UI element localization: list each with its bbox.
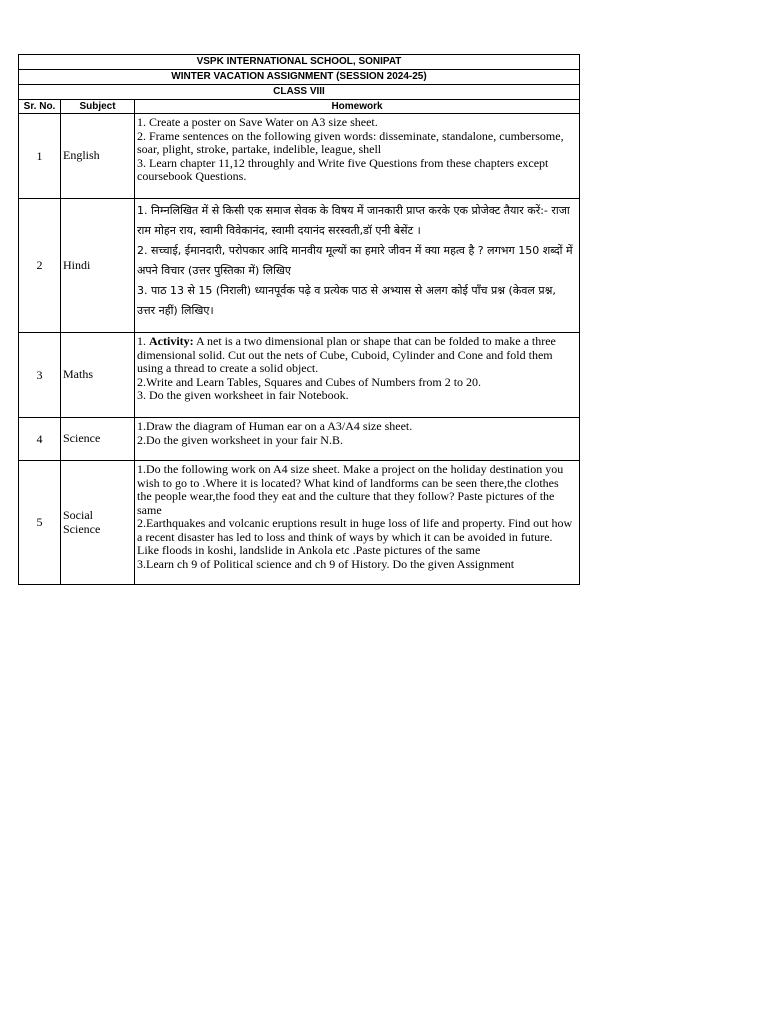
- activity-text: A net is a two dimensional plan or shape that can be folded to make a three dimensional solid. Cut out the nets of Cube, Cuboid, Cylinder and Cone and fold them using a thread to create a solid object.: [137, 334, 556, 375]
- subject-cell: [61, 461, 135, 585]
- school-name: VSPK INTERNATIONAL SCHOOL, SONIPAT: [19, 55, 580, 70]
- homework-cell: [135, 333, 580, 418]
- homework-item: 1.Draw the diagram of Human ear on a A3/A4 size sheet.: [137, 419, 413, 433]
- homework-item: 3. Learn chapter 11,12 throughly and Write five Questions from these chapters except coursebook Questions.: [137, 155, 549, 183]
- column-header-row: [19, 100, 580, 114]
- table-row: [19, 199, 580, 333]
- class-row: [19, 85, 580, 100]
- activity-prefix: 1.: [137, 334, 149, 348]
- subject-cell: English: [61, 114, 135, 199]
- homework-cell: [135, 418, 580, 461]
- subject-cell: Maths: [61, 333, 135, 418]
- homework-item: 1.Do the following work on A4 size sheet. Make a project on the holiday destination you wish to go to .Where it is located? What kind of landforms can be seen there,the clothes the people wear,the food they eat and the culture that they follow? Paste pictures of the same: [137, 462, 564, 517]
- assignment-title-row: [19, 70, 580, 85]
- subject-line: Social: [63, 508, 93, 522]
- homework-item: 3. पाठ 13 से 15 (निराली) ध्यानपूर्वक पढ़े व प्रत्येक पाठ से अभ्यास से अलग कोई पाँच प्रश्न (केवल प्रश्न, उत्तर नहीं) लिखिए।: [137, 284, 556, 317]
- homework-cell: [135, 199, 580, 333]
- sr-no-cell: 5: [19, 461, 61, 585]
- table-row: [19, 114, 580, 199]
- sr-no-cell: 4: [19, 418, 61, 461]
- table-row: [19, 333, 580, 418]
- column-header-subject: Subject: [61, 100, 135, 114]
- sr-no-cell: 2: [19, 199, 61, 333]
- homework-item: 1. Create a poster on Save Water on A3 size sheet.: [137, 115, 378, 129]
- homework-item: 2. Frame sentences on the following given words: disseminate, standalone, cumbersome, soar, plight, stroke, partake, indelible, league, shell: [137, 128, 564, 156]
- column-header-homework: Homework: [135, 100, 580, 114]
- sr-no-cell: 1: [19, 114, 61, 199]
- table-row: [19, 418, 580, 461]
- homework-item: 2.Write and Learn Tables, Squares and Cubes of Numbers from 2 to 20.: [137, 374, 482, 389]
- homework-item: 2. सच्चाई, ईमानदारी, परोपकार आदि मानवीय मूल्यों का हमारे जीवन में क्या महत्व है ? लगभग 150 शब्दों में अपने विचार (उत्तर पुस्तिका में) लिखिए: [137, 244, 573, 277]
- assignment-title: WINTER VACATION ASSIGNMENT (SESSION 2024-25): [19, 70, 580, 85]
- assignment-table: [18, 54, 580, 585]
- table-row: [19, 461, 580, 585]
- activity-label: Activity:: [149, 334, 194, 348]
- homework-item: [137, 335, 576, 376]
- subject-cell: Hindi: [61, 199, 135, 333]
- class-title: CLASS VIII: [19, 85, 580, 100]
- school-name-row: [19, 55, 580, 70]
- sr-no-cell: 3: [19, 333, 61, 418]
- homework-item: 2.Earthquakes and volcanic eruptions result in huge loss of life and property. Find out how a recent disaster has led to loss and think of ways by which it can be avoided in future. Like floods in koshi, landslide in Ankola etc .Paste pictures of the same: [137, 516, 573, 557]
- column-header-sr-no: Sr. No.: [19, 100, 61, 114]
- homework-item: 3.Learn ch 9 of Political science and ch 9 of History. Do the given Assignment: [137, 556, 515, 571]
- homework-cell: [135, 114, 580, 199]
- subject-cell: Science: [61, 418, 135, 461]
- homework-item: 1. निम्नलिखित में से किसी एक समाज सेवक के विषय में जानकारी प्राप्त करके एक प्रोजेक्ट तैयार करें:- राजा राम मोहन राय, स्वामी विवेकानंद, स्वामी दयानंद सरस्वती,डॉ एनी बेसेंट ।: [137, 204, 570, 237]
- subject-line: Science: [63, 521, 101, 536]
- homework-item: 3. Do the given worksheet in fair Notebook.: [137, 388, 349, 402]
- homework-item: 2.Do the given worksheet in your fair N.B.: [137, 432, 343, 447]
- homework-cell: [135, 461, 580, 585]
